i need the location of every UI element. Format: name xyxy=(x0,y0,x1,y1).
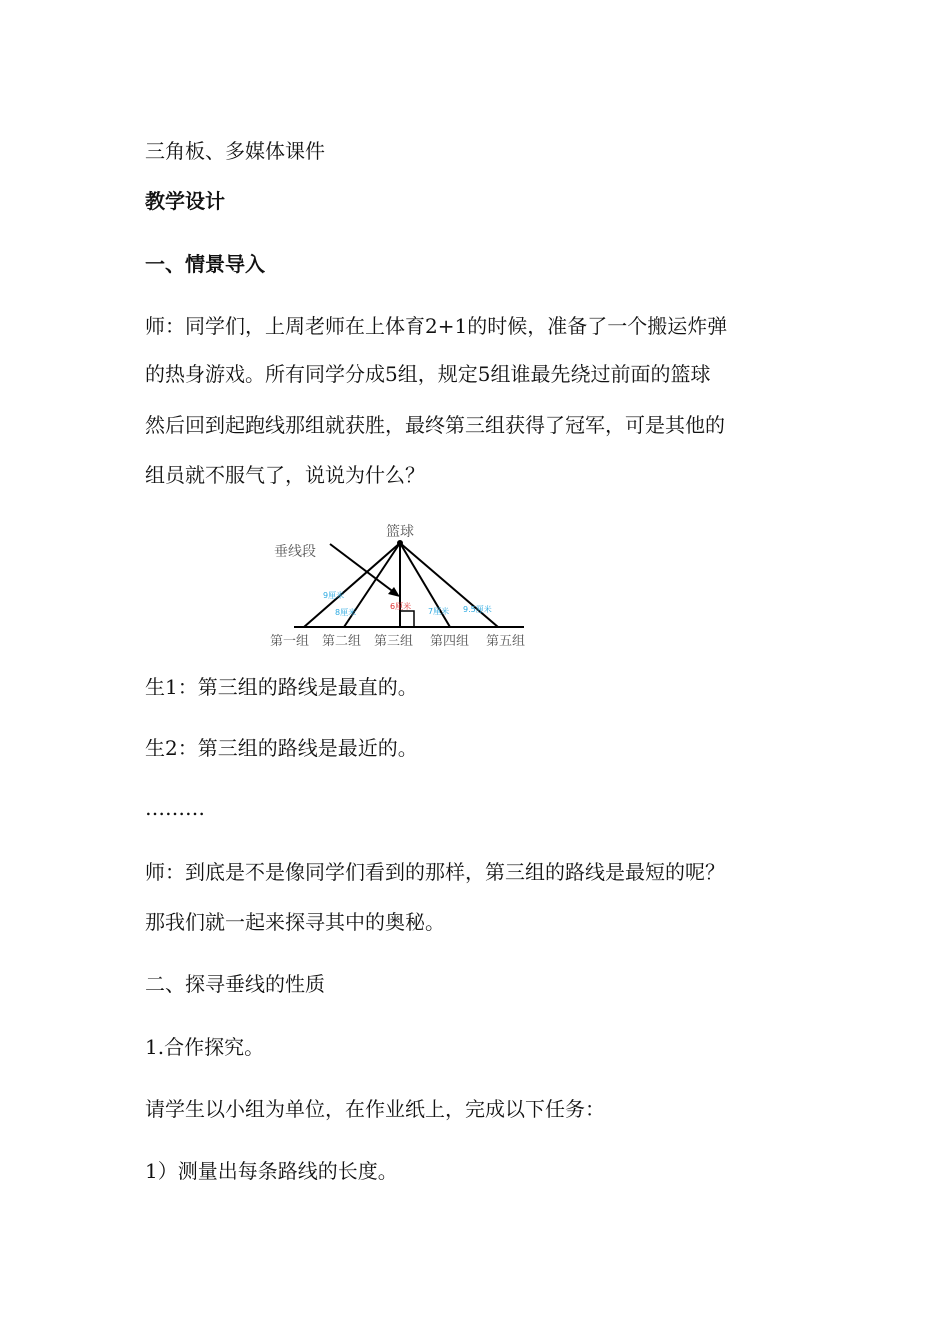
group-label-4: 第四组 xyxy=(430,634,470,649)
diagram-svg xyxy=(262,517,552,657)
pointer-line xyxy=(330,544,395,593)
perpendicular-route-diagram xyxy=(262,517,552,657)
group-label-5: 第五组 xyxy=(486,634,526,649)
teacher-intro-line-1: 师：同学们，上周老师在上体育2+1的时候，准备了一个搬运炸弹 xyxy=(145,314,728,338)
teacher-intro-line-3: 然后回到起跑线那组就获胜，最终第三组获得了冠军，可是其他的 xyxy=(145,413,725,437)
task-intro: 请学生以小组为单位，在作业纸上，完成以下任务： xyxy=(145,1097,605,1121)
group-label-1: 第一组 xyxy=(270,634,310,649)
student-2-answer: 生2：第三组的路线是最近的。 xyxy=(145,736,418,760)
right-angle-mark xyxy=(400,611,414,627)
teacher-intro-line-4: 组员就不服气了，说说为什么？ xyxy=(145,463,425,487)
distance-label-2: 8厘米 xyxy=(335,608,357,617)
distance-label-4: 7厘米 xyxy=(428,607,450,616)
distance-label-1: 9厘米 xyxy=(323,591,345,600)
distance-label-3: 6厘米 xyxy=(390,602,412,611)
group-label-2: 第二组 xyxy=(322,634,362,649)
teacher-followup-line-2: 那我们就一起来探寻其中的奥秘。 xyxy=(145,910,445,934)
step-one-heading: 1.合作探究。 xyxy=(145,1035,265,1059)
teacher-intro-line-2: 的热身游戏。所有同学分成5组，规定5组谁最先绕过前面的篮球 xyxy=(145,362,711,386)
teacher-followup-line-1: 师：到底是不是像同学们看到的那样，第三组的路线是最短的呢？ xyxy=(145,860,725,884)
basketball-point xyxy=(397,540,403,546)
group-label-3: 第三组 xyxy=(374,634,414,649)
distance-label-5: 9.5厘米 xyxy=(463,605,492,614)
student-1-answer: 生1：第三组的路线是最直的。 xyxy=(145,675,418,699)
ellipsis: ……… xyxy=(145,796,205,820)
pointer-label: 垂线段 xyxy=(274,544,316,560)
task-one: 1）测量出每条路线的长度。 xyxy=(145,1159,398,1183)
section-one-heading: 一、情景导入 xyxy=(145,252,265,276)
section-teaching-design: 教学设计 xyxy=(145,189,225,213)
materials-text: 三角板、多媒体课件 xyxy=(145,139,325,163)
top-label: 篮球 xyxy=(386,524,414,540)
section-two-heading: 二、探寻垂线的性质 xyxy=(145,972,325,996)
